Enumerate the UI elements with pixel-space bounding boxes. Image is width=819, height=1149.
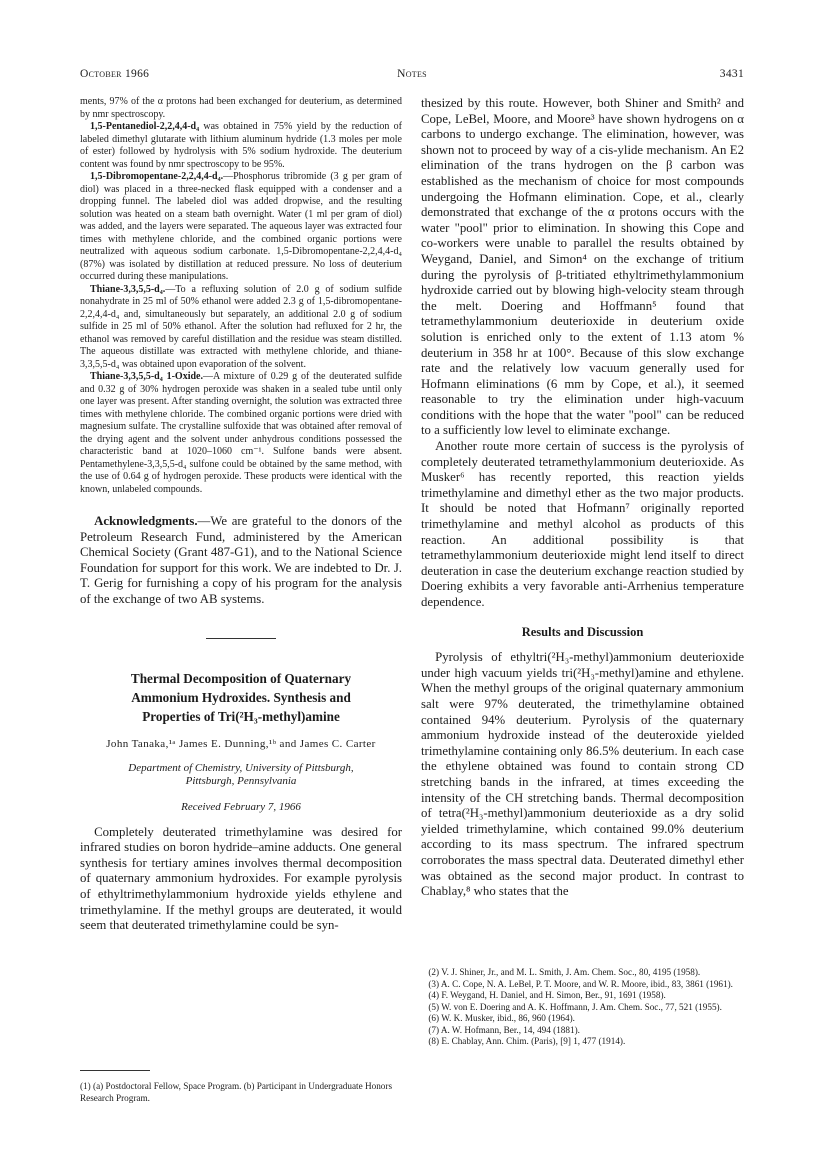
procedure-thiane xyxy=(80,284,402,372)
affiliation-line: Pittsburgh, Pennsylvania xyxy=(185,775,297,788)
procedure-pentanediol xyxy=(80,121,402,171)
procedure-dibromopentane xyxy=(80,171,402,284)
reference-item: (6) W. K. Musker, ibid., 86, 960 (1964). xyxy=(428,1013,575,1023)
section-divider xyxy=(206,638,276,639)
section-heading: Results and Discussion xyxy=(521,624,644,639)
body-paragraph: Another route more certain of success is the pyrolysis of completely deuterated tetramethylammonium deuterioxide. As Musker⁶ has recently reported, this reaction yields trimethylamine and dimethyl ether as the two major products. It should be noted that Hofmann⁷ originally reported trimethylamine and methyl alcohol as products of this reaction. An additional possibility is that tetramethylammonium deuterioxide might lend itself to direct deuteration in case the deuterium exchange reaction studied by Doering exhibits a very favorable anti-Arrhenius temperature dependence. xyxy=(421,439,744,609)
footnote: (1) (a) Postdoctoral Fellow, Space Program. (b) Participant in Undergraduate Honors Research Program. xyxy=(80,1081,393,1103)
affiliation-line: Department of Chemistry, University of Pittsburgh, xyxy=(128,761,354,774)
left-column xyxy=(80,96,402,934)
procedure-text: —Phosphorus tribromide (3 g per gram of diol) was placed in a three-necked flask equipped with a condenser and a dropping funnel. The labeled diol was added dropwise, and the resulting solution was heated on a steam bath overnight. Water (1 ml per gram of diol) was added, and the layers were separated. The aqueous layer was extracted four times with methylene chloride, and the combined organic portions were neutralized with aqueous sodium carbonate. 1,5-Dibromopentane-2,2,4,4-d₄ (87%) was isolated by distillation at reduced pressure. No loss of deuterium occurred during these manipulations. xyxy=(80,171,402,282)
page-header xyxy=(80,68,744,84)
article-title-line: Properties of Tri(²H₃-methyl)amine xyxy=(142,708,340,724)
experimental-section xyxy=(80,96,402,496)
reference-item: (2) V. J. Shiner, Jr., and M. L. Smith, J. Am. Chem. Soc., 80, 4195 (1958). xyxy=(428,967,701,977)
authors: John Tanaka,¹ᵃ James E. Dunning,¹ᵇ and James C. Carter xyxy=(106,737,376,750)
procedure-title: Thiane-3,3,5,5-d₄. xyxy=(90,283,166,295)
procedure-text: was obtained in 75% yield by the reduction of labeled dimethyl glutarate with lithium aluminum hydride (1.3 moles per mole of ester) followed by hydrolysis with 5% sodium hydroxide. The deuterium content was found by nmr spectroscopy to be 95%. xyxy=(80,121,402,170)
references xyxy=(421,967,744,1048)
procedure-text: —To a refluxing solution of 2.0 g of sodium sulfide nonahydrate in 25 ml of 50% ethanol were added 2.3 g of 1,5-dibromopentane-2,2,4,4-d₄ and, simultaneously but separately, an additional 2.0 g of sodium sulfide in 25 ml of 50% ethanol. After the solution had refluxed for 2 hr, the ethanol was removed by careful distillation and the residue was steam distilled. The aqueous distillate was extracted with methylene chloride, and thiane-3,3,5,5-d₄ was obtained upon evaporation of the solvent. xyxy=(80,283,402,370)
reference-item: (4) F. Weygand, H. Daniel, and H. Simon, Ber., 91, 1691 (1958). xyxy=(428,990,666,1000)
page-number: 3431 xyxy=(719,68,744,80)
affiliation xyxy=(80,762,402,789)
reference-item: (5) W. von E. Doering and A. K. Hoffmann, J. Am. Chem. Soc., 77, 521 (1955). xyxy=(428,1001,722,1012)
article-title-line: Ammonium Hydroxides. Synthesis and xyxy=(131,689,351,705)
body-paragraph: Completely deuterated trimethylamine was desired for infrared studies on boron hydride–amine adducts. One general synthesis for tertiary amines involves thermal decomposition of quaternary ammonium hydroxides. For example pyrolysis of ethyltrimethylammonium hydroxide yields ethylene and trimethylamine. If the methyl groups are deuterated, it would seem that deuterated trimethylamine could be syn- xyxy=(80,824,402,933)
procedure-text: —A mixture of 0.29 g of the deuterated sulfide and 0.32 g of 30% hydrogen peroxide was shaken in a sealed tube until only one layer was present. After standing overnight, the solution was extracted three times with methylene chloride. The combined organic portions were dried with magnesium sulfate. The crystalline sulfoxide that was obtained after removal of the drying agent and the solvent under anhydrous conditions possessed the characteristic band at 1020–1060 cm⁻¹. Sulfone bands were absent. Pentamethylene-3,3,5,5-d₄ sulfone could be obtained by the same method, with the use of 0.64 g of hydrogen peroxide. These products were identical with the known, unlabeled compounds. xyxy=(80,371,402,495)
article-body xyxy=(80,825,402,934)
procedure-title: 1,5-Dibromopentane-2,2,4,4-d₄. xyxy=(90,171,224,182)
procedure-thiane-oxide xyxy=(80,371,402,496)
acknowledgments xyxy=(80,514,402,608)
procedure-title: 1,5-Pentanediol-2,2,4,4-d₄ xyxy=(90,121,200,132)
reference-item: (7) A. W. Hofmann, Ber., 14, 494 (1881). xyxy=(428,1024,580,1035)
body-paragraph: Pyrolysis of ethyltri(²H₃-methyl)ammonium deuterioxide under high vacuum yields tri(²H₃-methyl)amine and ethylene. When the methyl groups of the original quaternary ammonium salt were 97% deuterated, the trimethylamine obtained contained 94% deuterium. Pyrolysis of the quaternary ammonium hydroxide instead of the deuteroxide yielded trimethylamine containing only 86.5% deuterium. In each case the ethylene obtained was found to contain strong CD stretching bands in the infrared, at times exceeding the intensity of the CH stretching bands. Thermal decomposition of tetra(²H₃-methyl)ammonium deuterioxide as a dry solid yielded trimethylamine, which contained 99.0% deuterium according to its mass spectrum. The infrared spectrum corroborates the mass spectral data. Deuterated dimethyl ether was obtained as the second major product. In contrast to Chablay,⁸ who states that the xyxy=(421,650,744,899)
intro-paragraph: ments, 97% of the α protons had been exchanged for deuterium, as determined by nmr spectroscopy. xyxy=(80,96,402,120)
article-body-continued xyxy=(421,96,744,900)
footnote-divider xyxy=(80,1070,150,1071)
ack-title: Acknowledgments. xyxy=(94,514,198,528)
header-date: October 1966 xyxy=(80,68,150,80)
header-section: Notes xyxy=(397,68,427,80)
article-title-line: Thermal Decomposition of Quaternary xyxy=(130,670,352,686)
procedure-title: Thiane-3,3,5,5-d₄ 1-Oxide. xyxy=(90,371,203,382)
article-title xyxy=(80,669,402,726)
reference-item: (8) E. Chablay, Ann. Chim. (Paris), [9] 1, 477 (1914). xyxy=(428,1036,626,1046)
ack-text: —We are grateful to the donors of the Petroleum Research Fund, administered by the American Chemical Society (Grant 487-G1), and to the National Science Foundation for support for this work. We are indebted to Dr. J. T. Gerig for furnishing a copy of his program for the analysis of the exchange of two AB systems. xyxy=(80,514,402,606)
right-column xyxy=(421,96,744,900)
received-date: Received February 7, 1966 xyxy=(181,800,301,813)
body-paragraph: thesized by this route. However, both Shiner and Smith² and Cope, LeBel, Moore, and Moore³ have shown hydrogens on α carbons to undergo exchange. The elimination, however, was shown not to proceed by way of a cis-ylide mechanism. An E2 elimination of the trans hydrogen on the β carbon was established as the mechanism of choice for most compounds undergoing the Hofmann elimination. Cope, et al., clearly demonstrated that exchange of the α protons occurs with the water "pool" prior to elimination. In showing this Cope and co-workers were unable to parallel the results obtained by Weygand, Daniel, and Simon⁴ on the exchange of tritium during the pyrolysis of β-tritiated ethyltrimethylammonium hydroxide carried out by blowing high-velocity steam through the melt. Doering and Hoffmann⁵ found that tetramethylammonium deuterioxide in deuterium oxide solution is enriched only to the extent of 1.13 atom % deuterium in 358 hr at 100°. Because of this slow exchange rate and the relatively low vacuum generally used for Hofmann eliminations (6 mm by Cope, et al.), it seemed reasonable to try the elimination under high-vacuum conditions with the hope that the water "pool" can be reduced to a sufficiently low level to eliminate exchange. xyxy=(421,96,744,438)
reference-item: (3) A. C. Cope, N. A. LeBel, P. T. Moore, and W. R. Moore, ibid., 83, 3861 (1961). xyxy=(428,978,733,989)
